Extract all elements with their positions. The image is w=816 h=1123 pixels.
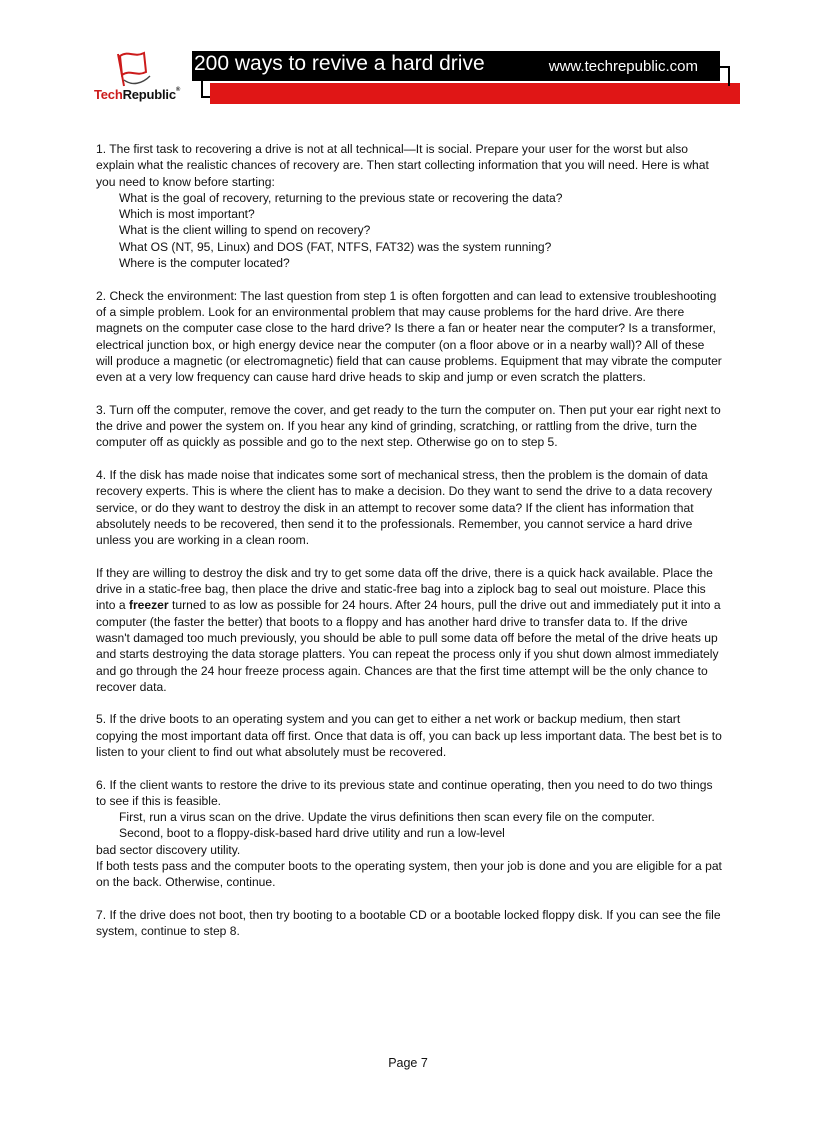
step-6-list xyxy=(96,809,722,842)
document-body xyxy=(96,141,722,956)
paragraph-step-2: 2. Check the environment: The last question from step 1 is often forgotten and can lead to extensive troubleshooting of a simple problem. Look for an environmental problem that may cause problems for the hard drive. Are there magnets on the computer case close to the hard drive? Is there a fan or heater near the computer? Is a transformer, electrical junction box, or high energy device near the computer (on a floor above or in a nearby wall)? All of these will produce a magnetic (or electromagnetic) field that can cause problems. Equipment that may vibrate the computer even at a very low frequency can cause hard drive heads to skip and jump or even scratch the platters. xyxy=(96,288,722,385)
list-item: Second, boot to a floppy-disk-based hard drive utility and run a low-level xyxy=(119,826,505,841)
freezer-text-before: If they are willing to destroy the disk and try to get some data off the drive, there is a quick hack available. Place the drive in a static-free bag, then place the drive and static-free bag into a ziplock bag to seal out moisture. Place this into a xyxy=(96,565,713,613)
freezer-bold: freezer xyxy=(128,598,169,613)
header-bracket-right xyxy=(720,66,730,86)
list-item: What is the client willing to spend on recovery? xyxy=(119,223,371,238)
header-title-bar xyxy=(192,51,720,81)
list-item: First, run a virus scan on the drive. Update the virus definitions then scan every file on the computer. xyxy=(119,810,655,825)
logo-wordmark: TechRepublic® xyxy=(94,87,181,102)
list-item: Which is most important? xyxy=(119,207,255,222)
paragraph-step-4: 4. If the disk has made noise that indicates some sort of mechanical stress, then the problem is the domain of data recovery experts. This is where the client has to make a decision. Do they want to send the drive to a data recovery service, or do they want to destroy the disk in an attempt to recover some data? If the client has information that absolutely needs to be recovered, then send it to the professionals. Remember, you cannot service a hard drive unless you are working in a clean room. xyxy=(96,467,713,548)
page-header xyxy=(0,0,816,110)
paragraph-step-1: 1. The first task to recovering a drive is not at all technical—It is social. Prepare your user for the worst but also explain what the realistic chances of recovery are. Then start collecting information that you will need. Here is what you need to know before starting: xyxy=(96,142,709,189)
paragraph-step-7: 7. If the drive does not boot, then try booting to a bootable CD or a bootable locked floppy disk. If you can see the file system, continue to step 8. xyxy=(96,907,721,939)
paragraph-step-5: 5. If the drive boots to an operating system and you can get to either a net work or backup medium, then start copying the most important data off first. Once that data is off, you can back up less important data. The best bet is to listen to your client to find out what absolutely must be recovered. xyxy=(96,712,722,759)
freezer-text-after: turned to as low as possible for 24 hours. After 24 hours, pull the drive out and immediately put it into a computer (the faster the better) that boots to a floppy and has another hard drive to transfer data to. If the drive wasn't damaged too much previously, you should be able to pull some data off before the metal of the drive heats up and starts destroying the data storage platters. You can repeat the process only if you shut down almost immediately and go through the 24 hour freeze process again. Chances are that the first time attempt will be the only chance to recover data. xyxy=(96,598,721,694)
list-item: What is the goal of recovery, returning to the previous state or recovering the data? xyxy=(119,190,563,205)
page-number: Page 7 xyxy=(388,1056,428,1070)
paragraph-freezer-hack xyxy=(96,565,722,695)
list-item: Where is the computer located? xyxy=(119,256,290,271)
paragraph-step-3: 3. Turn off the computer, remove the cover, and get ready to the turn the computer on. Then put your ear right next to the drive and power the system on. If you hear any kind of grinding, scratching, or rattling from the drive, turn the computer off as quickly as possible and go to the next step. Otherwise go on to step 5. xyxy=(96,402,721,450)
flag-icon xyxy=(114,50,154,88)
list-item: What OS (NT, 95, Linux) and DOS (FAT, NTFS, FAT32) was the system running? xyxy=(119,239,552,254)
header-url: www.techrepublic.com xyxy=(548,58,698,75)
step-1-question-list xyxy=(96,190,722,271)
paragraph-step-6: 6. If the client wants to restore the drive to its previous state and continue operating, then you need to do two things to see if this is feasible. xyxy=(96,777,713,808)
header-red-bar xyxy=(210,83,740,104)
techrepublic-logo xyxy=(94,50,186,106)
step-6-continuation: bad sector discovery utility. xyxy=(96,842,241,857)
paragraph-step-6-end: If both tests pass and the computer boots to the operating system, then your job is done and you are eligible for a pat on the back. Otherwise, continue. xyxy=(96,859,722,890)
spacer xyxy=(96,271,722,287)
document-title: 200 ways to revive a hard drive xyxy=(194,52,485,75)
